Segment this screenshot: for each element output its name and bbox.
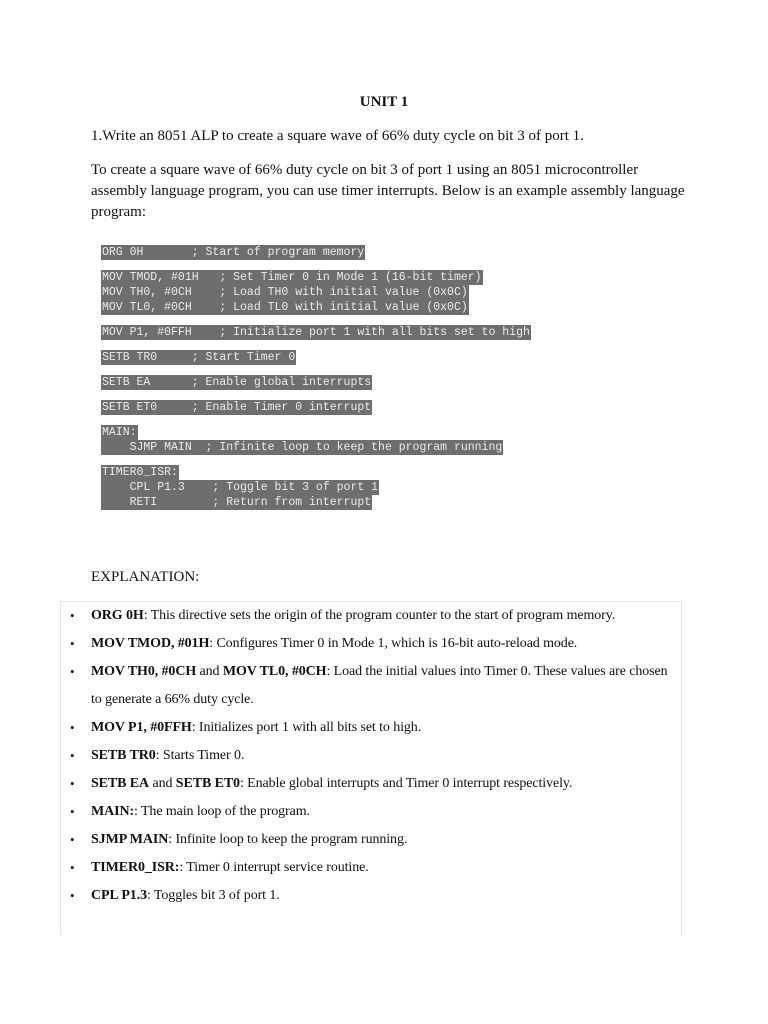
explanation-item <box>61 826 681 854</box>
explanation-item <box>61 770 681 798</box>
code-group <box>101 463 601 508</box>
explanation-term: MOV P1, #0FFH <box>91 720 192 735</box>
explanation-term: MOV TMOD, #01H <box>91 636 210 651</box>
bullet-icon: • <box>70 804 75 819</box>
code-line <box>101 493 601 508</box>
explanation-item <box>61 882 681 910</box>
explanation-term: SETB TR0 <box>91 748 156 763</box>
explanation-term: MOV TH0, #0CH <box>91 664 197 679</box>
question-text: 1.Write an 8051 ALP to create a square wave of 66% duty cycle on bit 3 of port 1. <box>91 128 584 144</box>
code-line <box>101 463 601 478</box>
bullet-icon: • <box>70 664 75 679</box>
bullet-icon: • <box>70 608 75 623</box>
explanation-term: SETB ET0 <box>175 776 240 791</box>
code-line-text: MOV P1, #0FFH ; Initialize port 1 with all bits set to high <box>102 326 530 339</box>
code-line <box>101 438 601 453</box>
explanation-term: MOV TL0, #0CH <box>222 664 327 679</box>
explanation-item <box>61 714 681 742</box>
code-line-text: SETB TR0 ; Start Timer 0 <box>102 351 296 364</box>
code-line-text: RETI ; Return from interrupt <box>102 496 372 509</box>
explanation-term: CPL P1.3 <box>91 888 147 903</box>
bullet-icon: • <box>70 776 75 791</box>
explanation-item <box>61 658 681 714</box>
code-line-text: MOV TL0, #0CH ; Load TL0 with initial value (0x0C) <box>102 301 468 314</box>
code-line-text: SETB EA ; Enable global interrupts <box>102 376 372 389</box>
code-line <box>101 323 601 338</box>
explanation-term: MAIN: <box>91 804 135 819</box>
code-line <box>101 283 601 298</box>
code-group <box>101 373 601 388</box>
explanation-text: : This directive sets the origin of the program counter to the start of program memory. <box>143 608 616 623</box>
intro-paragraph: To create a square wave of 66% duty cycle on bit 3 of port 1 using an 8051 microcontroller assembly language program, you can use timer interrupts. Below is an example assembly language program: <box>91 162 685 220</box>
page-title: UNIT 1 <box>359 94 409 110</box>
bullet-icon: • <box>70 748 75 763</box>
explanation-term: ORG 0H <box>91 608 144 623</box>
bullet-icon: • <box>70 832 75 847</box>
explanation-term: SETB EA <box>91 776 150 791</box>
explanation-text: : Load the initial values into Timer 0. These values are chosen to generate a 66% duty cycle. <box>91 664 668 707</box>
bullet-icon: • <box>70 860 75 875</box>
explanation-text: and <box>196 664 223 679</box>
explanation-term: SJMP MAIN <box>91 832 169 847</box>
code-line <box>101 423 601 438</box>
code-line <box>101 298 601 313</box>
code-line <box>101 398 601 413</box>
code-group <box>101 398 601 413</box>
code-group <box>101 243 601 258</box>
explanation-item <box>61 742 681 770</box>
code-line-text: MAIN: <box>102 426 137 439</box>
code-line <box>101 478 601 493</box>
code-line-text: MOV TMOD, #01H ; Set Timer 0 in Mode 1 (16-bit timer) <box>102 271 482 284</box>
explanation-list <box>61 602 681 910</box>
explanation-item <box>61 602 681 630</box>
bullet-icon: • <box>70 720 75 735</box>
explanation-item <box>61 854 681 882</box>
explanation-text: : Toggles bit 3 of port 1. <box>146 888 280 903</box>
code-line <box>101 243 601 258</box>
bullet-icon: • <box>70 636 75 651</box>
code-group <box>101 423 601 453</box>
code-line-text: TIMER0_ISR: <box>102 466 178 479</box>
explanation-text: : The main loop of the program. <box>134 804 310 819</box>
code-group <box>101 268 601 313</box>
explanation-item <box>61 798 681 826</box>
code-line-text: SJMP MAIN ; Infinite loop to keep the program running <box>102 441 503 454</box>
code-line-text: ORG 0H ; Start of program memory <box>102 246 365 259</box>
explanation-term: TIMER0_ISR: <box>91 860 180 875</box>
code-line <box>101 373 601 388</box>
explanation-item <box>61 630 681 658</box>
code-line-text: SETB ET0 ; Enable Timer 0 interrupt <box>102 401 372 414</box>
code-group <box>101 323 601 338</box>
explanation-heading: EXPLANATION: <box>91 569 200 585</box>
code-line <box>101 348 601 363</box>
explanation-text: : Initializes port 1 with all bits set to high. <box>191 720 422 735</box>
code-line-text: MOV TH0, #0CH ; Load TH0 with initial value (0x0C) <box>102 286 468 299</box>
code-group <box>101 348 601 363</box>
explanation-text: : Infinite loop to keep the program running. <box>168 832 408 847</box>
code-line-text: CPL P1.3 ; Toggle bit 3 of port 1 <box>102 481 379 494</box>
explanation-text: : Timer 0 interrupt service routine. <box>179 860 369 875</box>
code-block <box>101 243 601 518</box>
code-line <box>101 268 601 283</box>
explanation-text: : Enable global interrupts and Timer 0 interrupt respectively. <box>239 776 573 791</box>
bullet-icon: • <box>70 888 75 903</box>
explanation-text: : Configures Timer 0 in Mode 1, which is 16-bit auto-reload mode. <box>209 636 578 651</box>
explanation-box <box>60 601 682 935</box>
explanation-text: and <box>149 776 176 791</box>
explanation-text: : Starts Timer 0. <box>155 748 245 763</box>
